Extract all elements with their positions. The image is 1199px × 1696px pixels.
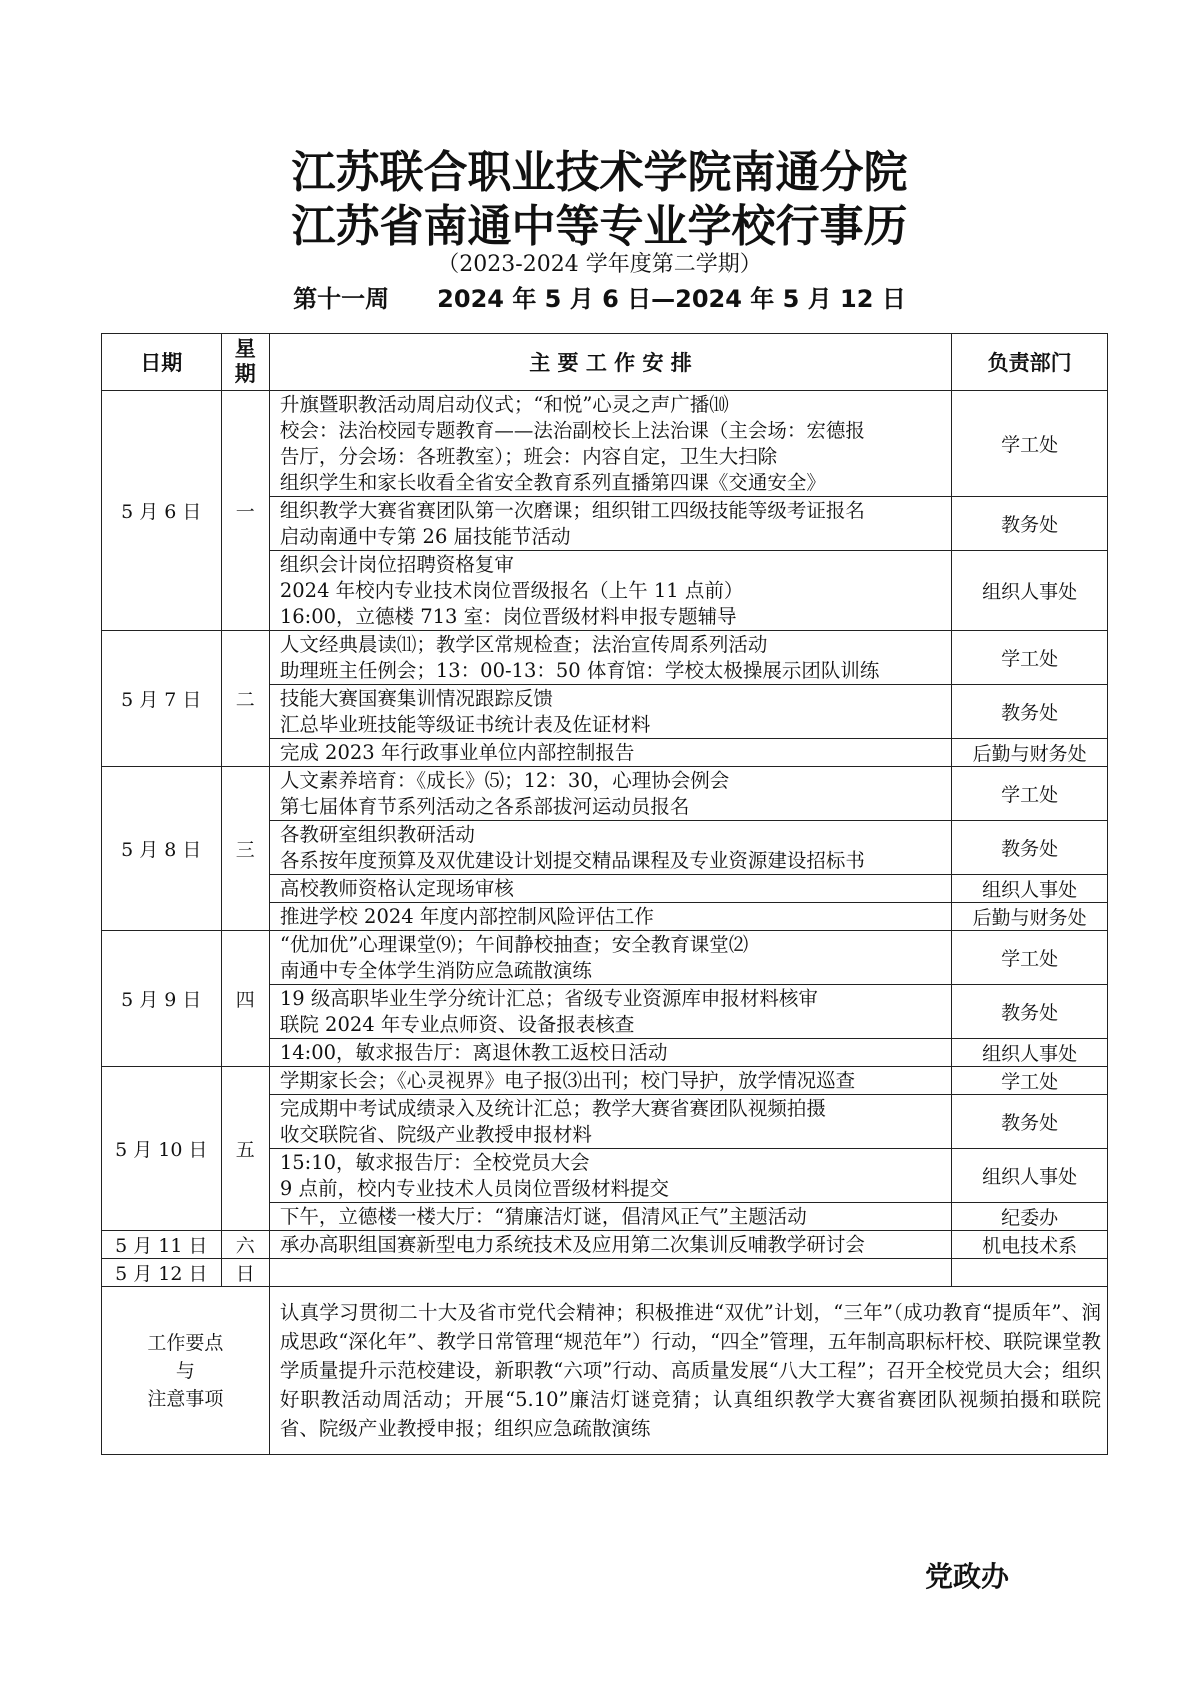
notes-label-line: 注意事项	[147, 1387, 224, 1410]
work-item-line: 收交联院省、院级产业教授申报材料	[279, 1122, 592, 1146]
department-cell: 纪委办	[952, 1203, 1108, 1231]
work-item-line: 校会：法治校园专题教育——法治副校长上法治课（主会场：宏德报	[279, 418, 865, 442]
work-items-cell	[269, 767, 951, 821]
work-item-line: 学期家长会；《心灵视界》电子报⑶出刊；校门导护，放学情况巡查	[279, 1068, 856, 1092]
notes-label-line: 与	[175, 1359, 195, 1382]
work-item-line: 完成期中考试成绩录入及统计汇总；教学大赛省赛团队视频拍摄	[279, 1096, 826, 1120]
department-cell: 学工处	[952, 391, 1108, 497]
work-items-cell	[269, 685, 951, 739]
notes-label-line: 工作要点	[147, 1331, 224, 1354]
work-item-line: 19 级高职毕业生学分统计汇总；省级专业资源库申报材料核审	[279, 986, 818, 1010]
title-line-1: 江苏联合职业技术学院南通分院	[291, 147, 908, 198]
work-item-line: 承办高职组国赛新型电力系统技术及应用第二次集训反哺教学研讨会	[279, 1232, 865, 1256]
work-items-cell	[269, 1039, 951, 1067]
semester-subtitle: （2023-2024 学年度第二学期）	[437, 252, 762, 277]
department-cell: 组织人事处	[952, 1039, 1108, 1067]
work-items-cell	[269, 391, 951, 497]
work-items-cell	[269, 631, 951, 685]
work-item-line: 启动南通中专第 26 届技能节活动	[279, 524, 571, 548]
work-items-cell	[269, 903, 951, 931]
work-item-line: 16:00，立德楼 713 室：岗位晋级材料申报专题辅导	[279, 604, 737, 628]
department-cell: 后勤与财务处	[952, 739, 1108, 767]
work-item-line: 推进学校 2024 年度内部控制风险评估工作	[279, 904, 654, 928]
header-dept: 负责部门	[952, 334, 1108, 391]
notes-text: 认真学习贯彻二十大及省市党代会精神；积极推进“双优”计划，“三年”（成功教育“提质年”、润成思政“深化年”、教学日常管理“规范年”）行动，“四全”管理，五年制高职标杆校、联院课堂教学质量提升示范校建设，新职教“六项”行动、高质量发展“八大工程”；召开全校党员大会；组织好职教活动周活动；开展“5.10”廉洁灯谜竞猜；认真组织教学大赛省赛团队视频拍摄和联院省、院级产业教授申报；组织应急疏散演练	[269, 1287, 1107, 1455]
weekday-cell: 六	[221, 1231, 269, 1259]
notes-row	[102, 1287, 1108, 1455]
work-item-line: 下午，立德楼一楼大厅：“猜廉洁灯谜，倡清风正气”主题活动	[279, 1204, 807, 1228]
department-cell: 教务处	[952, 1095, 1108, 1149]
schedule-row	[102, 631, 1108, 685]
work-item-line: 14:00，敏求报告厅：离退休教工返校日活动	[279, 1040, 668, 1064]
work-items-cell	[269, 739, 951, 767]
weekday-cell: 二	[221, 631, 269, 767]
department-cell: 组织人事处	[952, 551, 1108, 631]
header-weekday-text: 星期	[234, 337, 256, 386]
schedule-row	[102, 1259, 1108, 1287]
work-item-line: 完成 2023 年行政事业单位内部控制报告	[279, 740, 635, 764]
work-item-line: 第七届体育节系列活动之各系部拔河运动员报名	[279, 794, 690, 818]
department-cell: 教务处	[952, 685, 1108, 739]
work-item-line: 9 点前，校内专业技术人员岗位晋级材料提交	[279, 1176, 669, 1200]
work-items-cell	[269, 985, 951, 1039]
work-items-cell	[269, 1259, 951, 1287]
department-cell: 学工处	[952, 631, 1108, 685]
work-item-line: 各系按年度预算及双优建设计划提交精品课程及专业资源建设招标书	[279, 848, 865, 872]
work-items-cell	[269, 821, 951, 875]
date-cell: 5 月 7 日	[102, 631, 222, 767]
work-item-line: “优加优”心理课堂⑼；午间静校抽查；安全教育课堂⑵	[279, 932, 749, 956]
work-item-line: 南通中专全体学生消防应急疏散演练	[279, 958, 592, 982]
schedule-row	[102, 767, 1108, 821]
schedule-table	[101, 333, 1108, 1455]
date-cell: 5 月 12 日	[102, 1259, 222, 1287]
date-cell: 5 月 9 日	[102, 931, 222, 1067]
work-items-cell	[269, 551, 951, 631]
work-item-line: 2024 年校内专业技术岗位晋级报名（上午 11 点前）	[279, 578, 744, 602]
department-cell: 机电技术系	[952, 1231, 1108, 1259]
work-item-line: 15:10，敏求报告厅：全校党员大会	[279, 1150, 590, 1174]
department-cell: 后勤与财务处	[952, 903, 1108, 931]
issuer-signature: 党政办	[925, 1560, 1010, 1593]
department-cell: 学工处	[952, 1067, 1108, 1095]
week-range: 第十一周 2024 年 5 月 6 日—2024 年 5 月 12 日	[293, 285, 906, 313]
work-item-line: 组织学生和家长收看全省安全教育系列直播第四课《交通安全》	[279, 470, 826, 494]
notes-label	[102, 1287, 270, 1455]
work-item-line: 助理班主任例会；13：00-13：50 体育馆：学校太极操展示团队训练	[279, 658, 880, 682]
work-items-cell	[269, 931, 951, 985]
department-cell: 教务处	[952, 821, 1108, 875]
header-date: 日期	[102, 334, 222, 391]
work-items-cell	[269, 1231, 951, 1259]
work-items-cell	[269, 875, 951, 903]
schedule-row	[102, 1067, 1108, 1095]
department-cell	[952, 1259, 1108, 1287]
department-cell: 组织人事处	[952, 875, 1108, 903]
weekday-cell: 三	[221, 767, 269, 931]
schedule-row	[102, 931, 1108, 985]
department-cell: 教务处	[952, 497, 1108, 551]
title-line-2: 江苏省南通中等专业学校行事历	[291, 201, 908, 252]
work-items-cell	[269, 497, 951, 551]
work-item-line: 组织会计岗位招聘资格复审	[279, 552, 514, 576]
date-cell: 5 月 10 日	[102, 1067, 222, 1231]
weekday-cell: 一	[221, 391, 269, 631]
work-item-line: 汇总毕业班技能等级证书统计表及佐证材料	[279, 712, 651, 736]
department-cell: 学工处	[952, 767, 1108, 821]
work-item-line: 联院 2024 年专业点师资、设备报表核查	[279, 1012, 635, 1036]
work-item-line: 升旗暨职教活动周启动仪式；“和悦”心灵之声广播⑽	[279, 392, 729, 416]
work-item-line: 技能大赛国赛集训情况跟踪反馈	[279, 686, 553, 710]
weekday-cell: 五	[221, 1067, 269, 1231]
department-cell: 组织人事处	[952, 1149, 1108, 1203]
work-items-cell	[269, 1203, 951, 1231]
schedule-row	[102, 1231, 1108, 1259]
work-item-line: 告厅，分会场：各班教室）；班会：内容自定，卫生大扫除	[279, 444, 778, 468]
work-item-line: 组织教学大赛省赛团队第一次磨课；组织钳工四级技能等级考证报名	[279, 498, 865, 522]
work-item-line: 人文素养培育：《成长》⑸；12：30，心理协会例会	[279, 768, 730, 792]
date-cell: 5 月 8 日	[102, 767, 222, 931]
department-cell: 教务处	[952, 985, 1108, 1039]
work-items-cell	[269, 1095, 951, 1149]
work-items-cell	[269, 1067, 951, 1095]
date-cell: 5 月 11 日	[102, 1231, 222, 1259]
weekday-cell: 四	[221, 931, 269, 1067]
work-items-cell	[269, 1149, 951, 1203]
schedule-body	[102, 391, 1108, 1287]
date-cell: 5 月 6 日	[102, 391, 222, 631]
weekday-cell: 日	[221, 1259, 269, 1287]
header-weekday	[221, 334, 269, 391]
work-item-line: 各教研室组织教研活动	[279, 822, 475, 846]
department-cell: 学工处	[952, 931, 1108, 985]
work-item-line: 高校教师资格认定现场审核	[279, 876, 514, 900]
header-work: 主 要 工 作 安 排	[269, 334, 951, 391]
schedule-row	[102, 391, 1108, 497]
work-item-line: 人文经典晨读⑾；教学区常规检查；法治宣传周系列活动	[279, 632, 768, 656]
header-row	[102, 334, 1108, 391]
